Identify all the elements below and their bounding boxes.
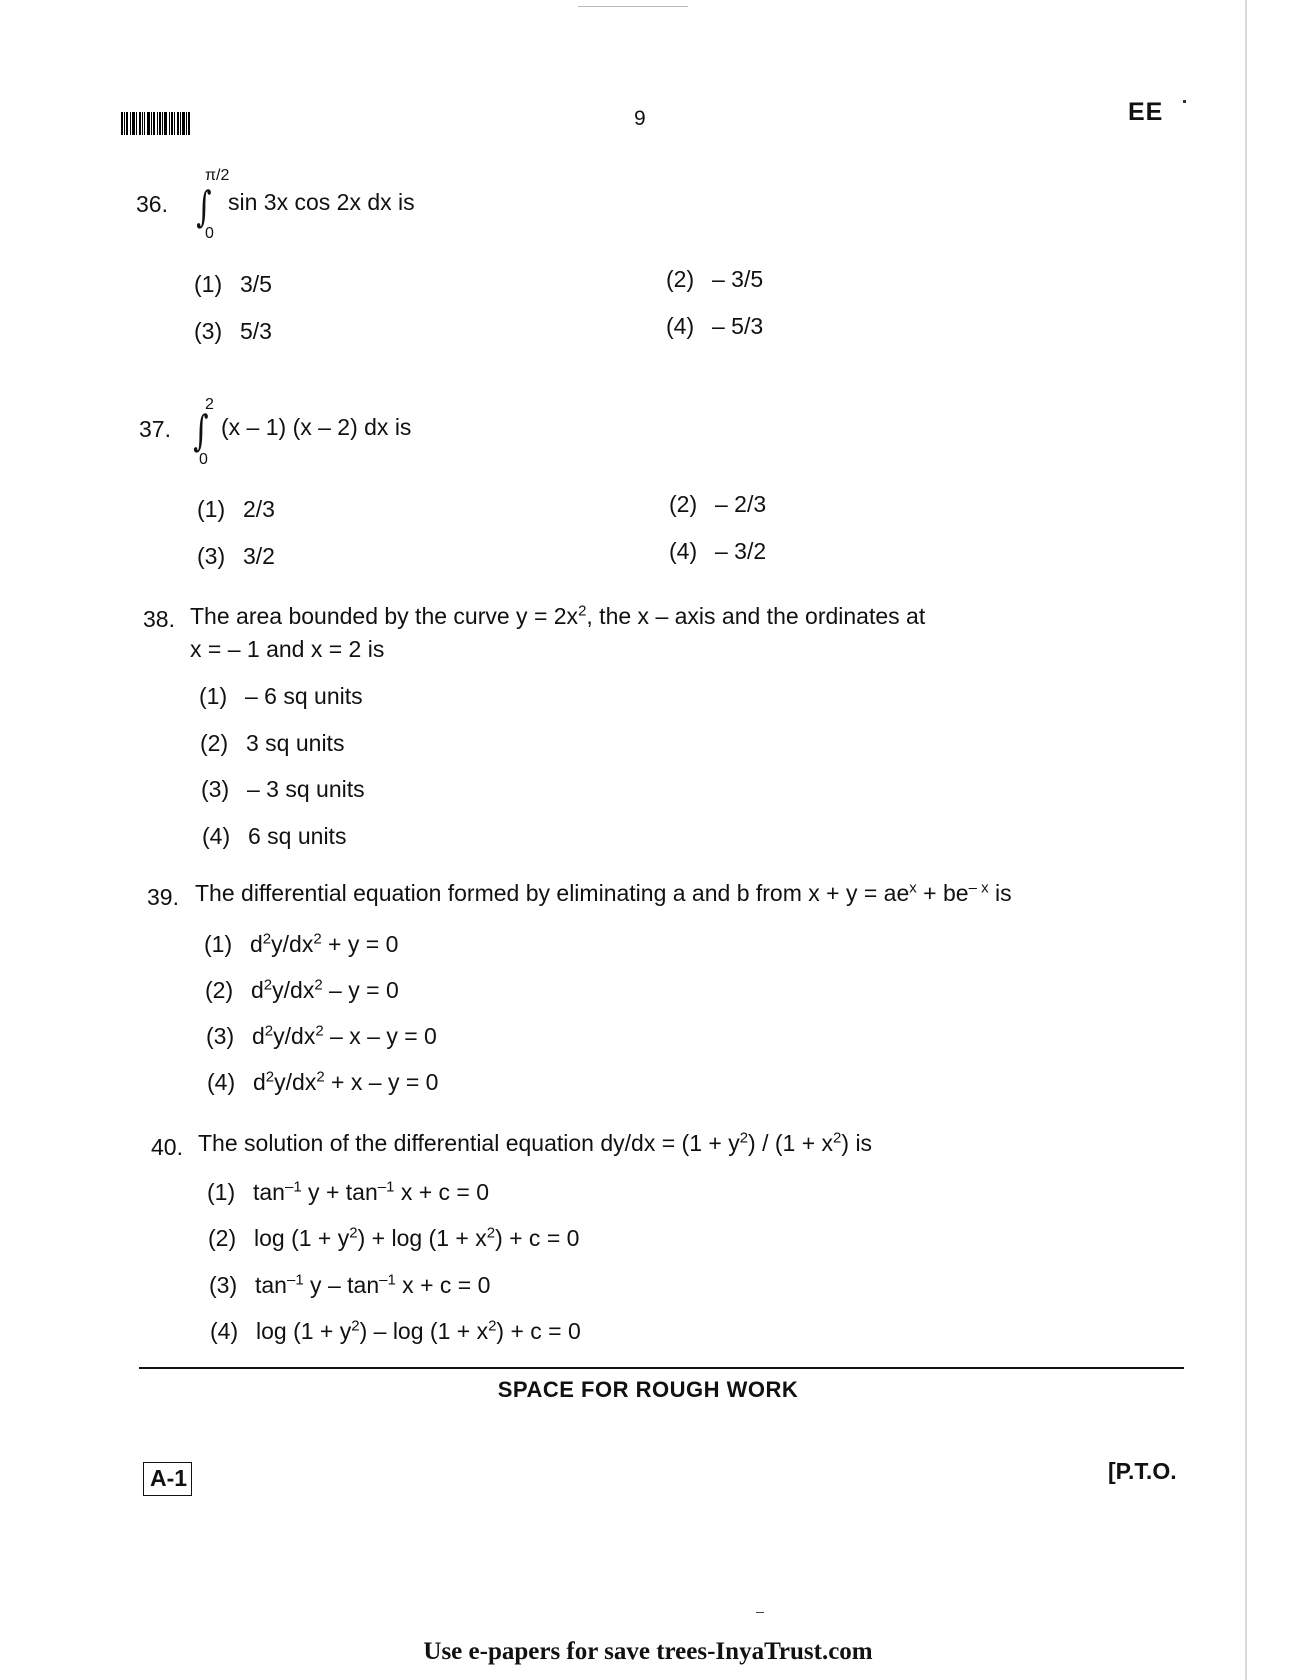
question-text: The solution of the differential equation $dy/dx = (1 + y^2) / (1 + x^2)$ is	[198, 1129, 873, 1156]
option-4: (4) 6 sq units	[202, 823, 347, 849]
option-4: (4) – 5/3	[666, 313, 764, 339]
option-1: (1) $\tan^{-1} y + \tan^{-1} x + c = 0$	[207, 1178, 490, 1205]
option-3: (3) $\tan^{-1} y - \tan^{-1} x + c = 0$	[209, 1271, 491, 1298]
option-3: (3) – 3 sq units	[201, 776, 365, 802]
scan-mark	[756, 1612, 764, 1613]
option-2: (2) $\log (1 + y^2) + \log (1 + x^2) + c = 0$	[208, 1224, 580, 1251]
question-text: sin 3x cos 2x dx is	[228, 189, 415, 215]
question-number: 36.	[136, 191, 168, 217]
option-1: (1) 3/5	[194, 271, 272, 297]
rough-work-label: SPACE FOR ROUGH WORK	[497, 1377, 799, 1402]
option-1: (1) – 6 sq units	[199, 683, 363, 709]
question-text: (x – 1) (x – 2) dx is	[221, 414, 412, 440]
option-4: (4) $d^2y/dx^2 + x - y = 0$	[207, 1068, 439, 1095]
question-number: 39.	[147, 884, 179, 910]
option-4: (4) $\log (1 + y^2) - \log (1 + x^2) + c = 0$	[210, 1317, 581, 1344]
barcode	[121, 112, 190, 135]
option-2: (2) – 3/5	[666, 266, 764, 292]
option-3: (3) 3/2	[197, 543, 275, 569]
option-1: (1) $d^2y/dx^2 + y = 0$	[204, 930, 399, 957]
option-3: (3) $d^2y/dx^2 - x - y = 0$	[206, 1022, 437, 1049]
integral-sign: ∫	[196, 182, 212, 231]
scan-dot	[1183, 100, 1186, 103]
integral-sign: ∫	[193, 406, 209, 455]
option-2: (2) – 2/3	[669, 491, 767, 517]
footer-text: Use e-papers for save trees-InyaTrust.com	[423, 1638, 873, 1665]
option-1: (1) 2/3	[197, 496, 275, 522]
option-3: (3) 5/3	[194, 318, 272, 344]
integral-lower-limit: 0	[199, 451, 208, 468]
question-text: The differential equation formed by eliminating a and b from $x + y = ae^x + be^{- x}$ is	[195, 879, 1012, 906]
series-code: EE	[1128, 98, 1164, 126]
question-text: The area bounded by the curve $y = 2x^2$, the x – axis and the ordinates at	[190, 602, 926, 629]
question-number: 37.	[139, 416, 171, 442]
question-number: 38.	[143, 606, 175, 632]
top-scan-mark	[578, 6, 688, 7]
page-edge-line	[1245, 0, 1247, 1680]
pto-label: [P.T.O.	[1108, 1458, 1177, 1484]
question-number: 40.	[151, 1134, 183, 1160]
option-2: (2) 3 sq units	[200, 730, 345, 756]
integral-upper-limit: π/2	[205, 167, 230, 184]
divider-rule	[139, 1367, 1184, 1369]
booklet-code-box: A-1	[143, 1462, 192, 1496]
integral-lower-limit: 0	[205, 225, 214, 242]
page-number: 9	[634, 107, 646, 130]
option-2: (2) $d^2y/dx^2 - y = 0$	[205, 976, 399, 1003]
integral-upper-limit: 2	[205, 396, 214, 413]
option-4: (4) – 3/2	[669, 538, 767, 564]
question-text-line-2: x = – 1 and x = 2 is	[190, 636, 385, 662]
